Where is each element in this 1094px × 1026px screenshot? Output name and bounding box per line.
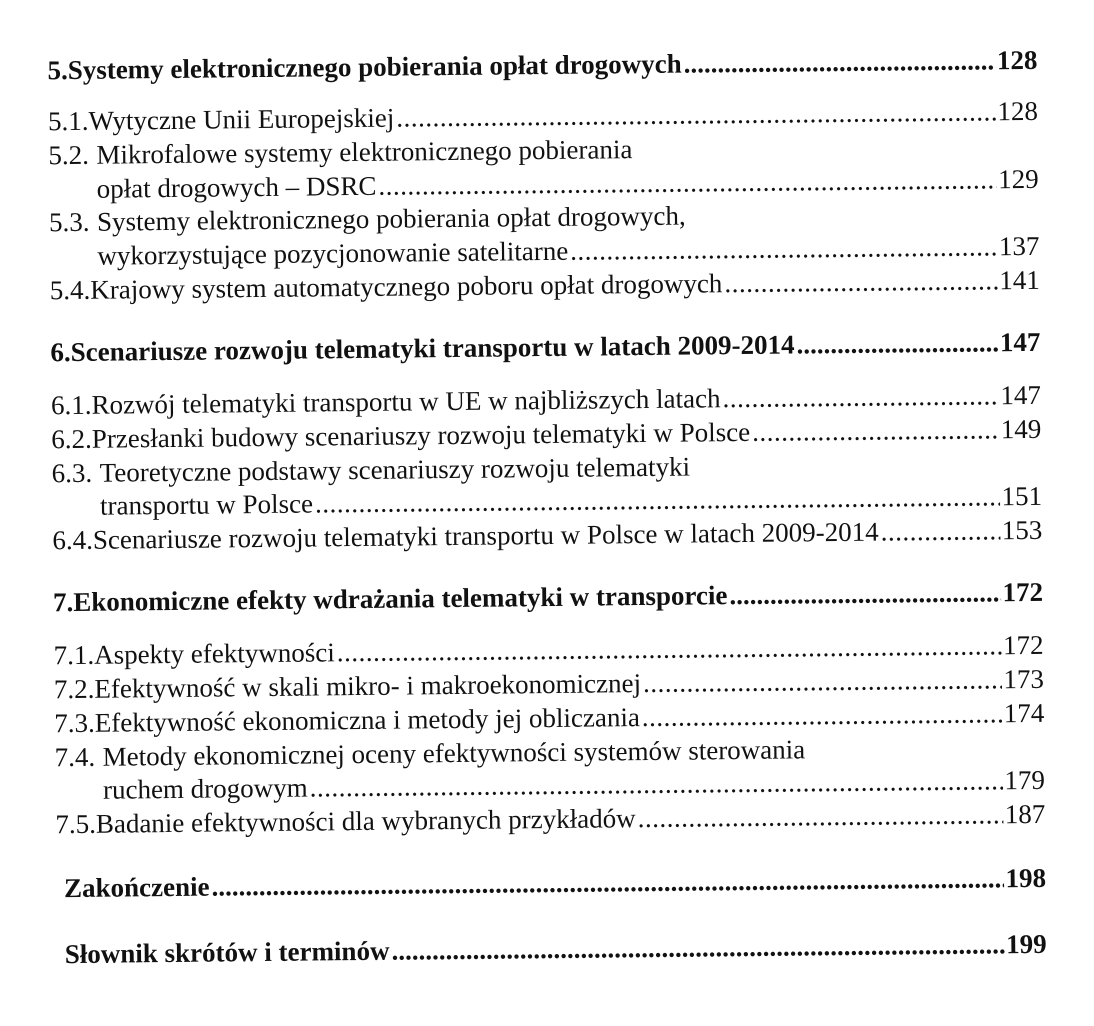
entry-number: 6.1. bbox=[50, 389, 92, 421]
entry-title: Teoretyczne podstawy scenariuszy rozwoju telematyki bbox=[99, 451, 691, 488]
page-number: 129 bbox=[998, 163, 1039, 195]
entry-title: Krajowy system automatycznego poboru opłat drogowych bbox=[90, 268, 723, 305]
page-number: 172 bbox=[1002, 576, 1044, 608]
entry-title: Efektywność ekonomiczna i metody jej obliczania bbox=[94, 702, 640, 738]
page-number: 173 bbox=[1003, 663, 1045, 695]
section-heading bbox=[53, 575, 1043, 619]
page-number: 149 bbox=[1000, 413, 1042, 445]
leader-dots bbox=[378, 162, 996, 202]
section-title: Scenariusze rozwoju telematyki transportu w latach 2009-2014 bbox=[70, 329, 795, 368]
entry-title: Efektywność w skali mikro- i makroekonomicznej bbox=[94, 668, 642, 704]
section-number: 6. bbox=[50, 337, 71, 368]
entry-number: 5.2. bbox=[48, 139, 90, 171]
section-number: 7. bbox=[52, 586, 74, 618]
entry-title: Rozwój telematyki transportu w UE w najbliższych latach bbox=[91, 383, 721, 420]
page-number: 128 bbox=[996, 44, 1038, 76]
page-number: 174 bbox=[1003, 697, 1045, 729]
leader-dots bbox=[752, 412, 999, 449]
leader-dots bbox=[391, 927, 1004, 967]
toc-entry bbox=[48, 94, 1038, 138]
entry-number: 7.5. bbox=[55, 808, 97, 840]
entry-number: 7.1. bbox=[53, 639, 95, 671]
page-number: 147 bbox=[1000, 379, 1042, 411]
closing-heading bbox=[65, 927, 1047, 971]
entry-title-continuation: transportu w Polsce bbox=[99, 488, 314, 521]
entry-number: 6.2. bbox=[51, 423, 92, 455]
section-number: 5. bbox=[47, 55, 68, 86]
entry-title-continuation: ruchem drogowym bbox=[102, 772, 308, 805]
page-number: 141 bbox=[999, 264, 1040, 296]
leader-dots bbox=[570, 229, 997, 267]
section-heading bbox=[47, 43, 1037, 87]
leader-dots bbox=[637, 797, 1003, 835]
entry-title: Mikrofalowe systemy elektronicznego pobierania bbox=[96, 134, 633, 170]
entry-number: 5.1. bbox=[47, 105, 89, 137]
section-title: Ekonomiczne efekty wdrażania telematyki w transporcie bbox=[73, 580, 728, 617]
closing-title: Zakończenie bbox=[63, 871, 210, 904]
entry-number: 5.3. bbox=[48, 206, 90, 238]
entry-number: 6.4. bbox=[52, 524, 94, 556]
page-number: 153 bbox=[1001, 514, 1043, 546]
entry-title: Systemy elektronicznego pobierania opłat drogowych, bbox=[96, 200, 686, 237]
page-number: 198 bbox=[1005, 862, 1047, 894]
leader-dots bbox=[642, 696, 1002, 734]
leader-dots bbox=[684, 43, 996, 80]
entry-title: Badanie efektywności dla wybranych przykładów bbox=[95, 803, 636, 839]
entry-title: Scenariusze rozwoju telematyki transportu w Polsce w latach 2009-2014 bbox=[92, 516, 879, 555]
entry-title: Metody ekonomicznej oceny efektywności systemów sterowania bbox=[102, 734, 806, 772]
entry-title: Wytyczne Unii Europejskiej bbox=[88, 102, 395, 136]
closing-title: Słownik skrótów i terminów bbox=[64, 935, 390, 970]
entry-title-continuation: wykorzystujące pozycjonowanie satelitarne bbox=[97, 235, 569, 271]
page-number: 179 bbox=[1004, 764, 1046, 796]
leader-dots bbox=[880, 513, 1000, 548]
entry-number: 7.4. bbox=[54, 741, 96, 773]
section-heading bbox=[50, 325, 1040, 369]
leader-dots bbox=[729, 575, 1000, 612]
page-number: 199 bbox=[1006, 928, 1047, 960]
leader-dots bbox=[724, 263, 997, 300]
leader-dots bbox=[643, 662, 1002, 700]
entry-title: Przesłanki budowy scenariuszy rozwoju telematyki w Polsce bbox=[91, 416, 751, 454]
leader-dots bbox=[722, 378, 998, 415]
closing-heading bbox=[64, 861, 1046, 905]
page-number: 128 bbox=[997, 95, 1039, 127]
leader-dots bbox=[211, 861, 1003, 903]
entry-number: 7.3. bbox=[54, 707, 95, 739]
entry-title-continuation: opłat drogowych – DSRC bbox=[96, 170, 377, 204]
page-number: 187 bbox=[1004, 798, 1046, 830]
entry-number: 6.3. bbox=[51, 457, 93, 489]
section-title: Systemy elektronicznego pobierania opłat drogowych bbox=[67, 48, 682, 86]
page-number: 151 bbox=[1001, 480, 1043, 512]
leader-dots bbox=[396, 94, 996, 134]
entry-number: 7.2. bbox=[53, 673, 95, 705]
page-number: 137 bbox=[998, 230, 1040, 262]
entry-title: Aspekty efektywności bbox=[93, 637, 335, 670]
entry-number: 5.4. bbox=[49, 274, 91, 306]
page-number: 147 bbox=[999, 326, 1041, 358]
leader-dots bbox=[796, 325, 998, 361]
page-number: 172 bbox=[1002, 629, 1044, 661]
